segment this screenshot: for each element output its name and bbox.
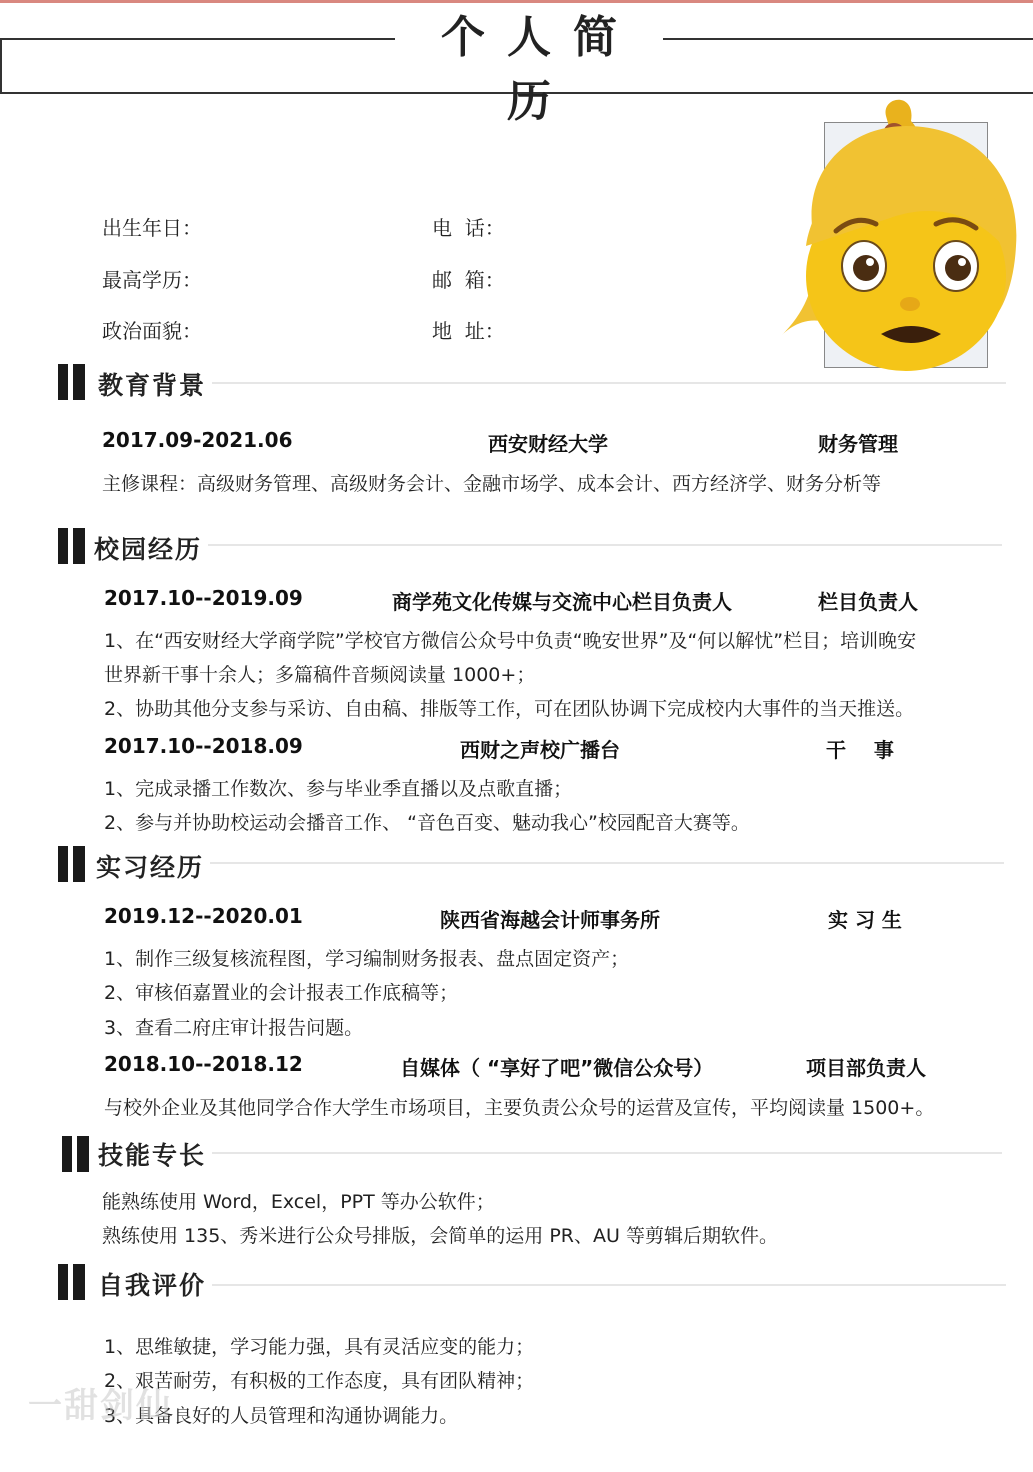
self-eval-line: 3、具备良好的人员管理和沟通协调能力。 [104, 1405, 459, 1427]
section-title-education: 教育背景 [98, 371, 207, 400]
campus-detail-line: 世界新干事十余人；多篇稿件音频阅读量 1000+； [104, 664, 536, 686]
campus-detail-line: 2、参与并协助校运动会播音工作、 “音色百变、魅动我心”校园配音大赛等。 [104, 812, 750, 834]
section-divider [210, 862, 1004, 864]
internship-detail-line: 与校外企业及其他同学合作大学生市场项目，主要负责公众号的运营及宣传，平均阅读量 1500+。 [104, 1097, 935, 1119]
education-level-label: 最高学历： [102, 268, 202, 292]
internship-period: 2019.12--2020.01 [104, 904, 303, 928]
section-marker [58, 528, 68, 564]
section-divider [208, 544, 1002, 546]
campus-period: 2017.10--2018.09 [104, 734, 303, 758]
self-eval-line: 1、思维敏捷，学习能力强，具有灵活应变的能力； [104, 1336, 535, 1358]
section-marker [73, 1264, 85, 1300]
internship-detail-line: 1、制作三级复核流程图，学习编制财务报表、盘点固定资产； [104, 948, 630, 970]
section-title-internship: 实习经历 [96, 853, 205, 882]
self-eval-line: 2、艰苦耐劳，有积极的工作态度，具有团队精神； [104, 1370, 535, 1392]
section-title-skills: 技能专长 [98, 1141, 207, 1170]
watermark: 一甜剑仙 [28, 1386, 172, 1426]
politics-label: 政治面貌： [102, 319, 202, 343]
address-label: 地 址： [432, 319, 505, 343]
section-divider [212, 1152, 1002, 1154]
section-marker [58, 846, 68, 882]
campus-role: 栏目负责人 [818, 590, 918, 614]
internship-role: 实 习 生 [828, 908, 902, 932]
internship-detail-line: 3、查看二府庄审计报告问题。 [104, 1017, 364, 1039]
internship-org: 自媒体（ “享好了吧”微信公众号） [400, 1056, 714, 1080]
campus-period: 2017.10--2019.09 [104, 586, 303, 610]
education-major: 财务管理 [818, 432, 898, 456]
section-divider [212, 1284, 1006, 1286]
section-divider [212, 382, 1006, 384]
education-period: 2017.09-2021.06 [102, 428, 293, 452]
top-accent-line [0, 0, 1033, 3]
campus-org: 商学苑文化传媒与交流中心栏目负责人 [392, 590, 732, 614]
section-marker [58, 364, 68, 400]
education-school: 西安财经大学 [488, 432, 608, 456]
section-marker [73, 528, 85, 564]
education-courses: 主修课程：高级财务管理、高级财务会计、金融市场学、成本会计、西方经济学、财务分析等 [102, 473, 882, 495]
campus-org: 西财之声校广播台 [460, 738, 620, 762]
internship-org: 陕西省海越会计师事务所 [440, 908, 660, 932]
page-title: 个人简历 [395, 6, 663, 70]
campus-detail-line: 1、在“西安财经大学商学院”学校官方微信公众号中负责“晚安世界”及“何以解忧”栏目；培训晚安 [104, 630, 917, 652]
campus-role: 干 事 [826, 738, 894, 762]
campus-detail-line: 1、完成录播工作数次、参与毕业季直播以及点歌直播； [104, 778, 573, 800]
internship-role: 项目部负责人 [806, 1056, 926, 1080]
section-marker [73, 846, 85, 882]
section-title-campus: 校园经历 [94, 535, 203, 564]
section-marker [77, 1136, 89, 1172]
section-marker [58, 1264, 68, 1300]
section-title-self-evaluation: 自我评价 [98, 1271, 207, 1300]
campus-detail-line: 2、协助其他分支参与采访、自由稿、排版等工作，可在团队协调下完成校内大事件的当天推送。 [104, 698, 915, 720]
internship-period: 2018.10--2018.12 [104, 1052, 303, 1076]
section-marker [73, 364, 85, 400]
skills-line: 熟练使用 135、秀米进行公众号排版，会简单的运用 PR、AU 等剪辑后期软件。 [102, 1225, 778, 1247]
skills-line: 能熟练使用 Word，Excel，PPT 等办公软件； [102, 1191, 495, 1213]
email-label: 邮 箱： [432, 268, 505, 292]
woman-blond-emoji-icon [776, 96, 1026, 376]
internship-detail-line: 2、审核佰嘉置业的会计报表工作底稿等； [104, 982, 459, 1004]
section-marker [62, 1136, 72, 1172]
birth-label: 出生年日： [102, 216, 202, 240]
phone-label: 电 话： [432, 216, 505, 240]
